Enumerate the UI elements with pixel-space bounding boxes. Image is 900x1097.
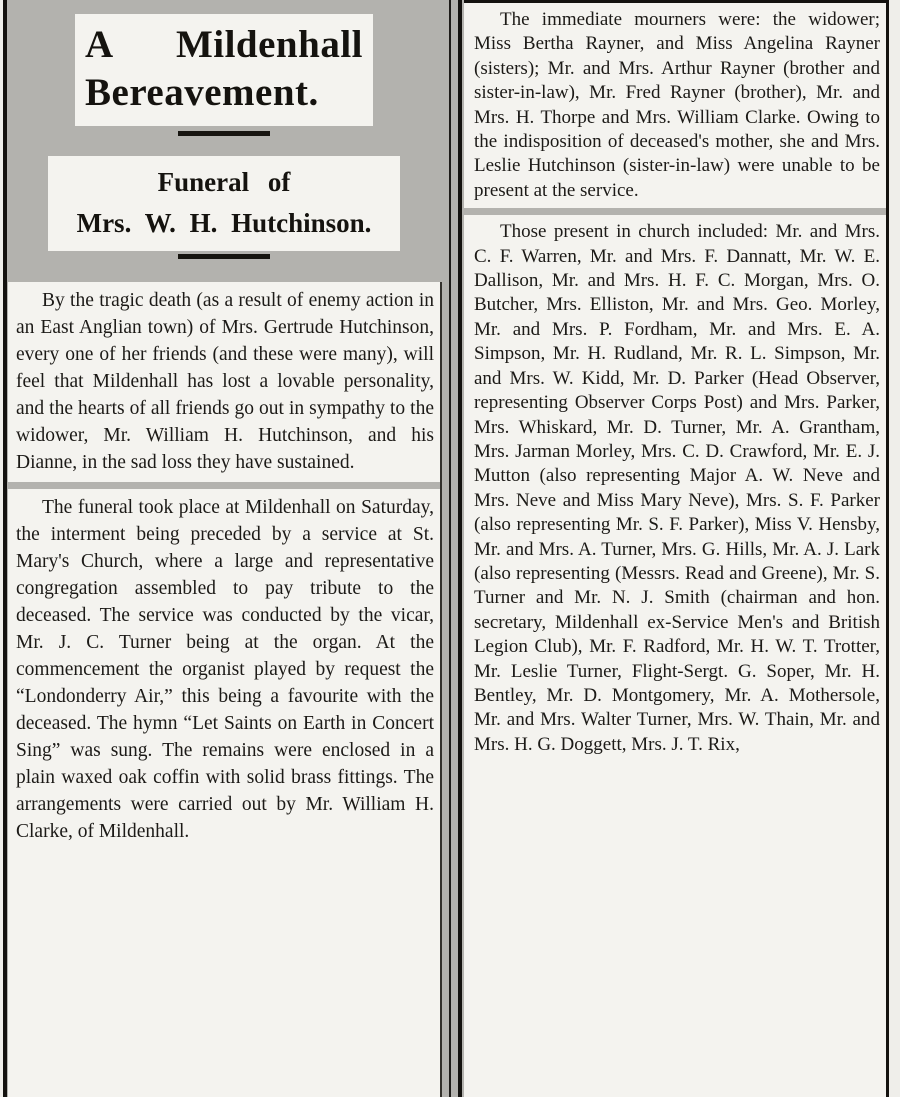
right-paragraph-separator — [464, 208, 886, 215]
column-divider-line-thin — [449, 0, 451, 1097]
headline-block — [75, 14, 373, 126]
headline-word-mildenhall: Mildenhall — [175, 23, 363, 66]
left-column-border-line — [3, 0, 7, 1097]
left-paragraph-separator — [8, 482, 440, 489]
headline-word-a: A — [85, 23, 114, 66]
headline-line-1 — [85, 22, 363, 68]
subhead-line-2: Mrs. W. H. Hutchinson. — [76, 208, 372, 238]
page-right-margin — [889, 0, 900, 1097]
headline-divider-rule — [178, 131, 270, 136]
subhead-block — [48, 156, 400, 251]
headline-line-2: Bereavement. — [85, 71, 319, 114]
left-column — [8, 282, 442, 1097]
subhead-divider-rule — [178, 254, 270, 259]
column-divider-line-thick — [458, 0, 462, 1097]
right-column — [464, 0, 886, 1097]
paragraph-tragic-death: By the tragic death (as a result of enemy action in an East Anglian town) of Mrs. Gertrude Hutchinson, every one of her friends (and these were many), will feel that Mildenhall has lost a lovable personality, and the hearts of all friends go out in sympathy to the widower, Mr. William H. Hutchinson, and his Dianne, in the sad loss they have sustained. — [16, 290, 434, 473]
subhead-line-1: Funeral of — [157, 167, 291, 197]
paragraph-funeral-service: The funeral took place at Mildenhall on Saturday, the interment being preceded by a service at St. Mary's Church, where a large and representative congregation assembled to pay tribute to the deceased. The service was conducted by the vicar, Mr. J. C. Turner being at the organ. At the commencement the organist played by request the “Londonderry Air,” this being a favourite with the deceased. The hymn “Let Saints on Earth in Concert Sing” was sung. The remains were enclosed in a plain waxed oak coffin with solid brass fittings. The arrangements were carried out by Mr. William H. Clarke, of Mildenhall. — [16, 497, 434, 842]
paragraph-those-present: Those present in church included: Mr. and Mrs. C. F. Warren, Mr. and Mrs. F. Dannatt, Mr. W. E. Dallison, Mr. and Mrs. H. F. C. Morgan, Mrs. O. Butcher, Mrs. Elliston, Mr. and Mrs. Geo. Morley, Mr. and Mrs. P. Fordham, Mr. and Mrs. E. A. Simpson, Mr. H. Rudland, Mr. R. L. Simpson, Mr. and Mrs. W. Kidd, Mr. D. Parker (Head Observer, representing Observer Corps Post) and Mrs. Parker, Mrs. Whiskard, Mr. D. Turner, Mr. A. Grantham, Mrs. Jarman Morley, Mrs. C. D. Crawford, Mr. E. J. Mutton (also representing Major A. W. Neve and Mrs. Neve and Miss Mary Neve), Mrs. S. F. Parker (also representing Mr. S. F. Parker), Miss V. Hensby, Mr. and Mrs. A. Turner, Mrs. G. Hills, Mr. A. J. Lark (also representing (Messrs. Read and Greene), Mr. S. Turner and Mr. N. J. Smith (chairman and hon. secretary, Mildenhall ex-Service Men's and British Legion Club), Mr. F. Radford, Mr. H. W. T. Trotter, Mr. Leslie Turner, Flight-Sergt. G. Soper, Mr. H. Bentley, Mr. D. Montgomery, Mr. A. Mothersole, Mr. and Mrs. Walter Turner, Mrs. W. Thain, Mr. and Mrs. H. G. Doggett, Mrs. J. T. Rix, — [474, 221, 880, 755]
paragraph-immediate-mourners: The immediate mourners were: the widower; Miss Bertha Rayner, and Miss Angelina Rayner (sisters); Mr. and Mrs. Arthur Rayner (brother and sister-in-law), Mr. Fred Rayner (brother), Mr. and Mrs. H. Thorpe and Mrs. William Clarke. Owing to the indisposition of deceased's mother, she and Mrs. Leslie Hutchinson (sister-in-law) were unable to be present at the service. — [474, 9, 880, 201]
